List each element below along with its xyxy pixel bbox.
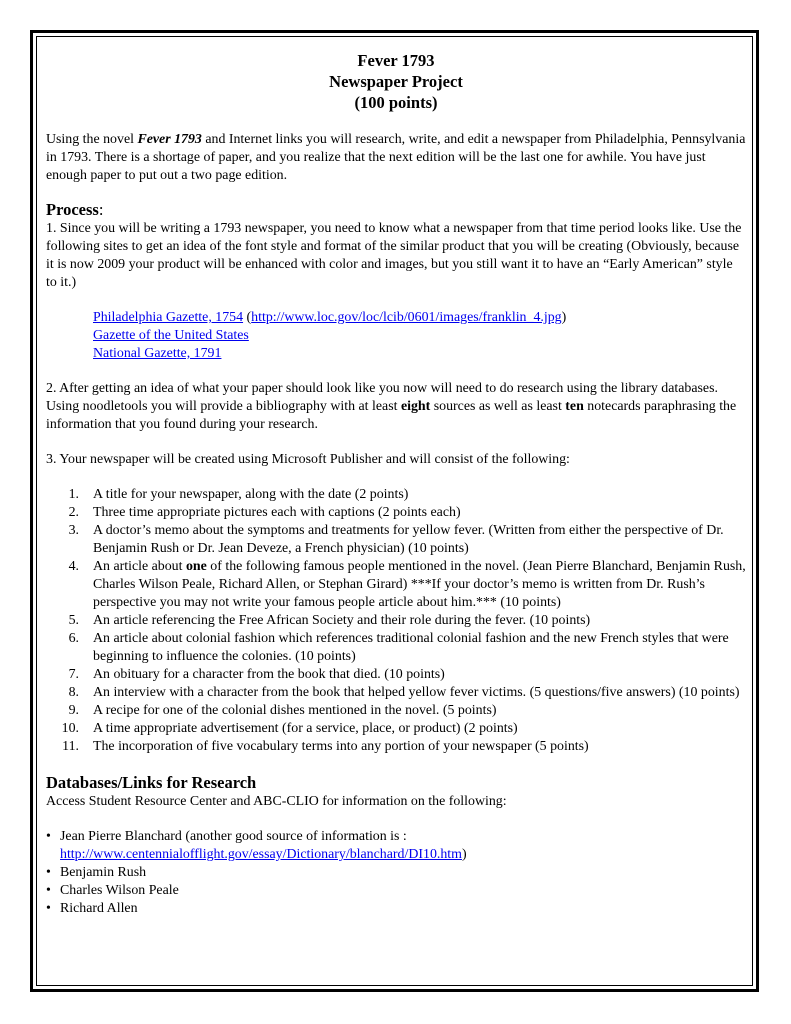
process-heading <box>46 200 746 220</box>
novel-title: Fever 1793 <box>137 132 202 147</box>
document-title <box>46 50 746 113</box>
requirements-list <box>46 486 746 756</box>
bullet-icon: • <box>46 901 51 916</box>
link-gazette-united-states[interactable]: Gazette of the United States <box>93 328 249 343</box>
process-heading-text: Process <box>46 200 99 219</box>
list-item: 2. Three time appropriate pictures each with captions (2 points each) <box>68 505 461 520</box>
link-philadelphia-gazette[interactable]: Philadelphia Gazette, 1754 <box>93 310 244 325</box>
list-item: 1. A title for your newspaper, along with the date (2 points) <box>68 487 409 502</box>
list-item: 6. An article about colonial fashion which references traditional colonial fashion and the new French styles that were beginning to influence the colonies. (10 points) <box>68 631 729 664</box>
gazette-links <box>46 309 746 363</box>
link1-open: ( <box>243 310 252 325</box>
list-item: 7. An obituary for a character from the book that died. (10 points) <box>68 667 445 682</box>
process-step-1: 1. Since you will be writing a 1793 newspaper, you need to know what a newspaper from that time period looks like. Use the following sites to get an idea of the font style and format of the similar product that you will be creating (Obviously, because it is now 2009 your product will be enhanced with color and images, but you still want it to have an “Early American” style to it.) <box>46 221 742 290</box>
list-item: • Richard Allen <box>46 901 138 916</box>
bullet-icon: • <box>46 865 51 880</box>
list-item: • Benjamin Rush <box>46 865 147 880</box>
document-body <box>46 50 746 918</box>
step2-part1: 2. After getting an idea of what your paper should look like you now will need to do research using the library databases. Using noodletools you will provide a bibliography with at least <box>46 381 718 414</box>
list-item: 8. An interview with a character from the book that helped yellow fever victims. (5 questions/five answers) (10 points) <box>68 685 740 700</box>
intro-paragraph <box>46 131 746 185</box>
title-line-3: (100 points) <box>354 93 438 112</box>
list-item: • Jean Pierre Blanchard (another good source of information is : http://www.centennialofflight.gov/essay/Dictionary/blanchard/DI10.htm) <box>46 829 467 862</box>
intro-after: and Internet links you will research, write, and edit a newspaper from Philadelphia, Pennsylvania in 1793. There is a shortage of paper, and you realize that the next edition will be the last one for awhile. You have just enough paper to put out a two page edition. <box>46 132 746 183</box>
databases-intro: Access Student Resource Center and ABC-CLIO for information on the following: <box>46 794 507 809</box>
title-line-2: Newspaper Project <box>329 72 463 91</box>
bullet-icon: • <box>46 829 51 844</box>
databases-heading: Databases/Links for Research <box>46 773 257 792</box>
link-franklin-image-url[interactable]: http://www.loc.gov/loc/lcib/0601/images/franklin_4.jpg <box>251 310 562 325</box>
gazette-link-row-2 <box>93 327 746 345</box>
link1-close: ) <box>561 310 567 325</box>
step2-bold-eight: eight <box>400 399 431 414</box>
gazette-link-row-1 <box>93 309 746 327</box>
step2-part3: notecards paraphrasing the information that you found during your research. <box>46 399 737 432</box>
list-item: 10. A time appropriate advertisement (for a service, place, or product) (2 points) <box>61 721 518 736</box>
link-centennial-of-flight[interactable]: http://www.centennialofflight.gov/essay/Dictionary/blanchard/DI10.htm <box>60 847 462 862</box>
list-item: 5. An article referencing the Free African Society and their role during the fever. (10 points) <box>68 613 591 628</box>
gazette-link-row-3 <box>93 345 746 363</box>
step2-part2: sources as well as least <box>430 399 566 414</box>
process-step-2 <box>46 380 746 434</box>
title-line-1: Fever 1793 <box>357 51 435 70</box>
list-item: 11. The incorporation of five vocabulary terms into any portion of your newspaper (5 points) <box>62 739 589 754</box>
list-item: • Charles Wilson Peale <box>46 883 179 898</box>
link-national-gazette[interactable]: National Gazette, 1791 <box>93 346 222 361</box>
process-heading-colon: : <box>98 200 104 219</box>
intro-before: Using the novel <box>46 132 138 147</box>
bullet-icon: • <box>46 883 51 898</box>
list-item: 9. A recipe for one of the colonial dishes mentioned in the novel. (5 points) <box>68 703 497 718</box>
research-topics-list <box>46 828 746 918</box>
list-item: 3. A doctor’s memo about the symptoms and treatments for yellow fever. (Written from either the perspective of Dr. Benjamin Rush or Dr. Jean Deveze, a French physician) (10 points) <box>68 523 724 556</box>
list-item: 4. An article about one of the following famous people mentioned in the novel. (Jean Pierre Blanchard, Benjamin Rush, Charles Wilson Peale, Richard Allen, or Stephan Girard) ***If your doctor’s memo is written from Dr. Rush’s perspective you may not write your famous people article about him.*** (10 points) <box>68 559 746 610</box>
process-step-3: 3. Your newspaper will be created using Microsoft Publisher and will consist of the following: <box>46 452 570 467</box>
step2-bold-ten: ten <box>565 399 584 414</box>
